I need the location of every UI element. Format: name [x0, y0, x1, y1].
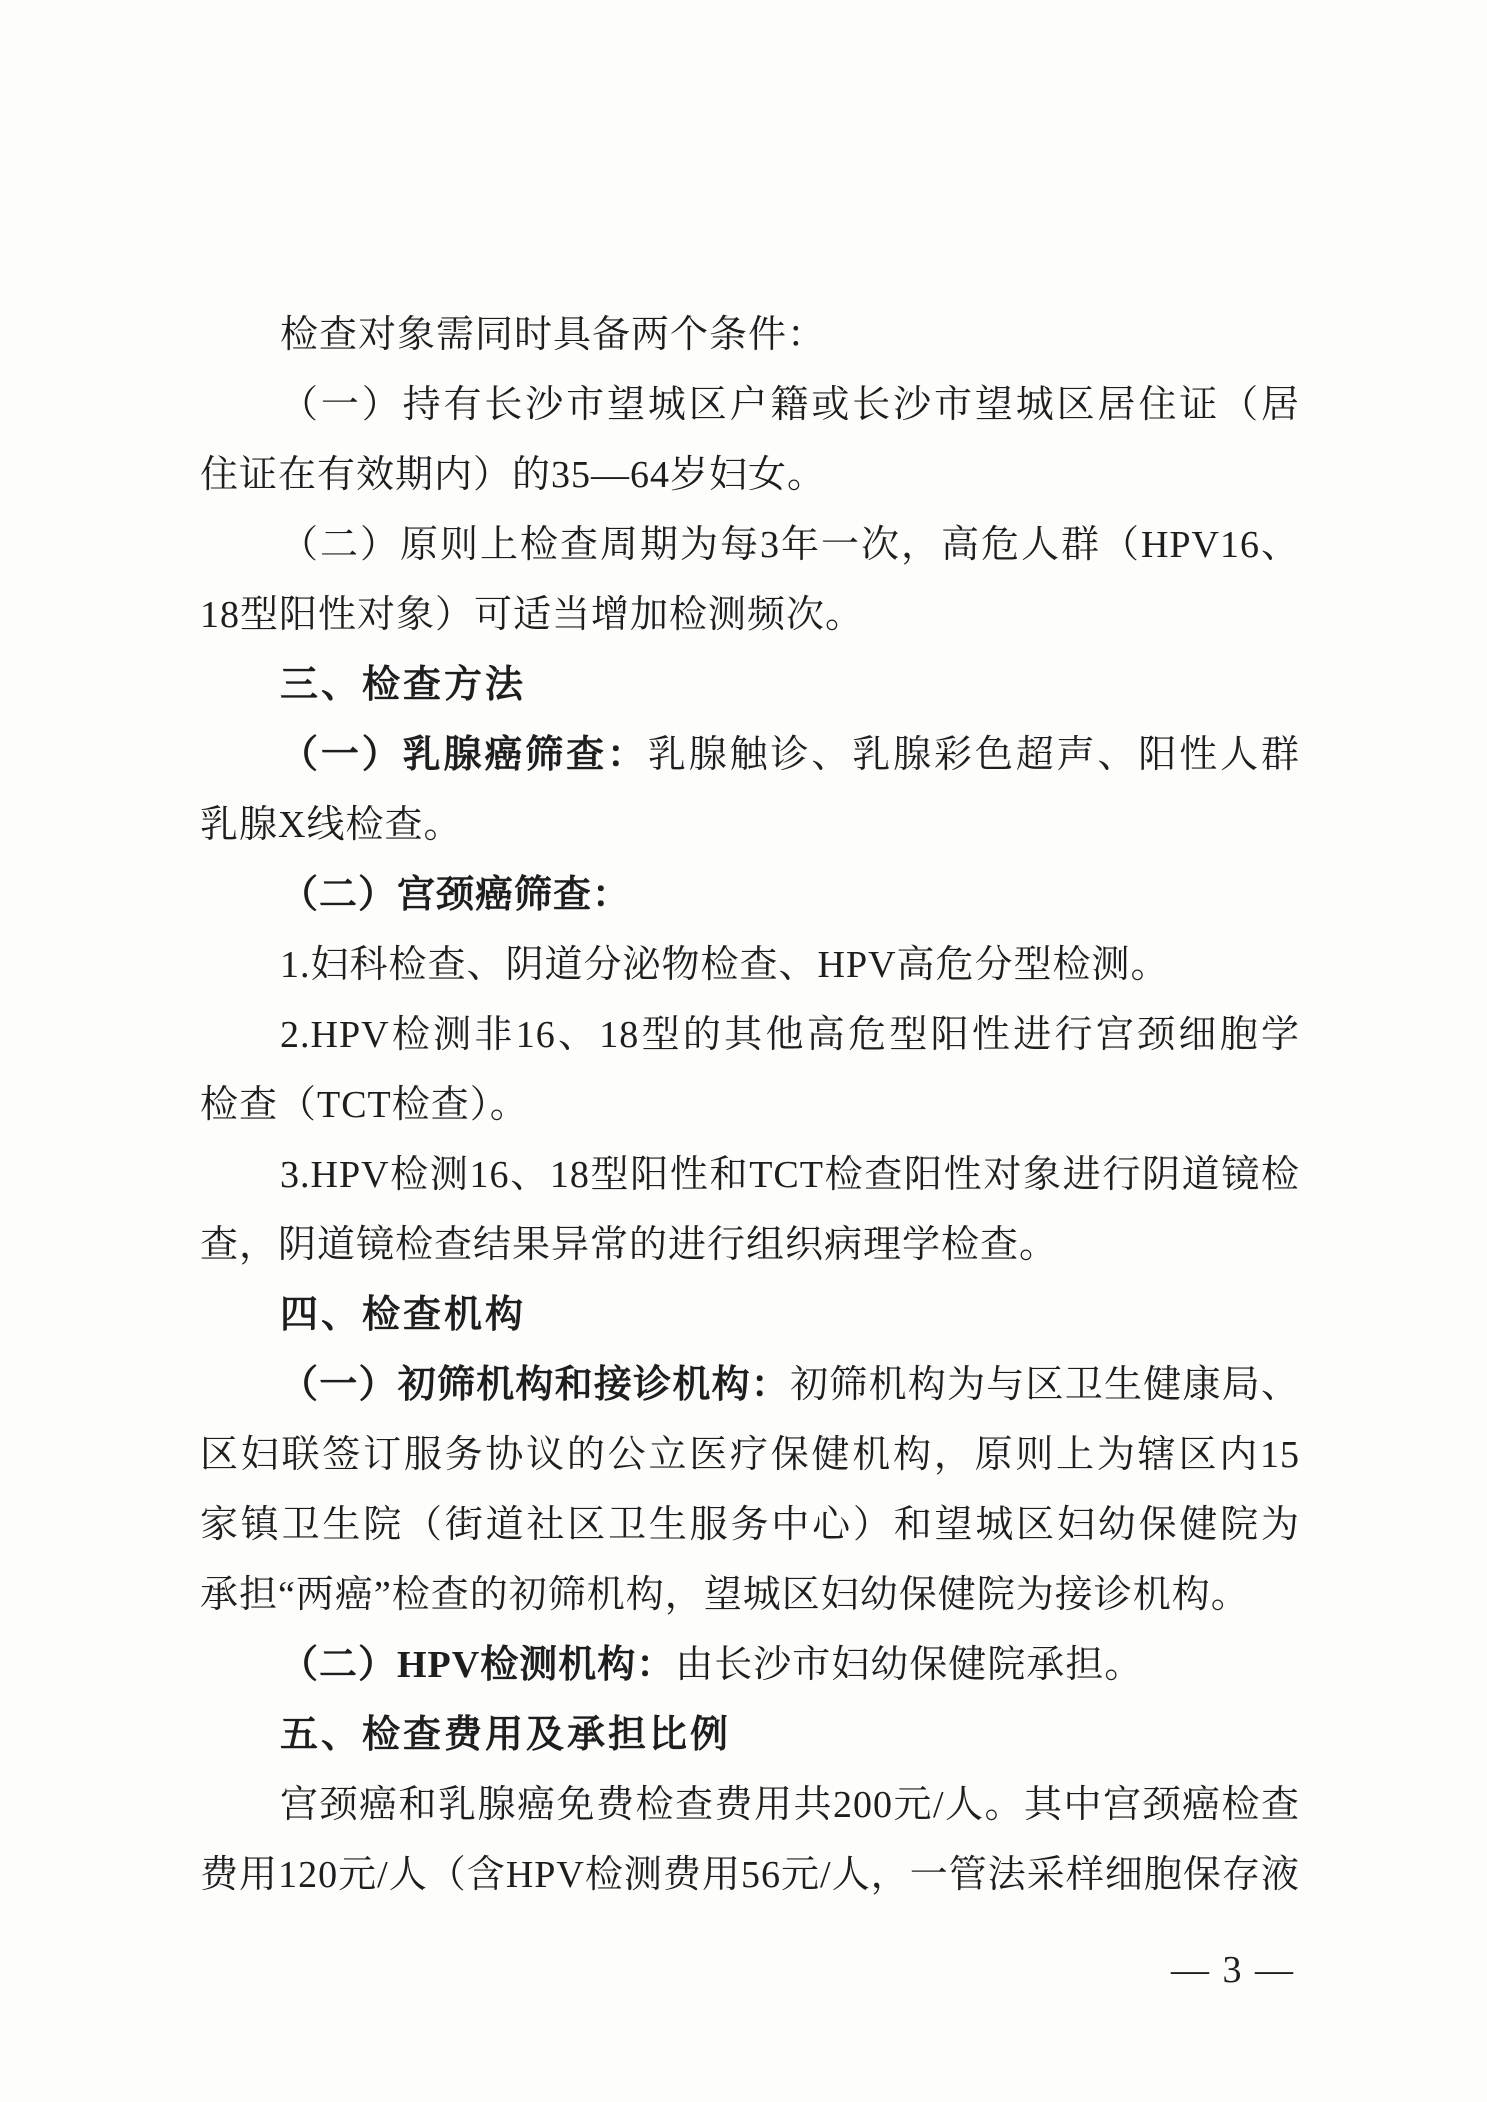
body-text: 检查对象需同时具备两个条件： [280, 314, 827, 356]
body-text: 由长沙市妇幼保健院承担。 [675, 1644, 1144, 1686]
body-line [200, 300, 1300, 370]
bold-lead-text: （一）初筛机构和接诊机构： [280, 1364, 791, 1406]
body-text: 乳腺触诊、乳腺彩色超声、阳性人群 [647, 734, 1300, 776]
body-text: 查，阴道镜检查结果异常的进行组织病理学检查。 [200, 1224, 1059, 1266]
body-line [200, 790, 1300, 860]
body-line [200, 1070, 1300, 1140]
body-line [200, 720, 1300, 790]
body-text: 承担“两癌”检查的初筛机构，望城区妇幼保健院为接诊机构。 [200, 1574, 1250, 1616]
body-line [200, 1000, 1300, 1070]
body-text: （二）原则上检查周期为每3年一次，高危人群（HPV16、 [280, 524, 1300, 566]
sub-heading-line [200, 860, 1300, 930]
body-text: 住证在有效期内）的35—64岁妇女。 [200, 454, 827, 496]
bold-lead-text: （一）乳腺癌筛查： [280, 734, 648, 776]
document-text-block [200, 300, 1300, 1910]
body-text: 3.HPV检测16、18型阳性和TCT检查阳性对象进行阴道镜检 [280, 1154, 1300, 1196]
body-line [200, 1210, 1300, 1280]
body-text: 家镇卫生院（街道社区卫生服务中心）和望城区妇幼保健院为 [200, 1504, 1300, 1546]
section-heading [200, 1700, 1300, 1770]
body-line [200, 510, 1300, 580]
page-number: — 3 — [1171, 1949, 1295, 1991]
body-text: 宫颈癌和乳腺癌免费检查费用共200元/人。其中宫颈癌检查 [280, 1784, 1300, 1826]
body-line [200, 440, 1300, 510]
section-heading [200, 650, 1300, 720]
body-line [200, 370, 1300, 440]
section-heading [200, 1280, 1300, 1350]
body-line [200, 1420, 1300, 1490]
body-text: 1.妇科检查、阴道分泌物检查、HPV高危分型检测。 [280, 944, 1170, 986]
bold-lead-text: （二）宫颈癌筛查： [280, 874, 632, 916]
section-heading-text: 五、检查费用及承担比例 [280, 1714, 732, 1756]
body-text: 2.HPV检测非16、18型的其他高危型阳性进行宫颈细胞学 [280, 1014, 1300, 1056]
body-text: 18型阳性对象）可适当增加检测频次。 [200, 594, 865, 636]
body-line [200, 1770, 1300, 1840]
body-text: 费用120元/人（含HPV检测费用56元/人，一管法采样细胞保存液 [200, 1854, 1300, 1896]
body-line [200, 1630, 1300, 1700]
body-text: （一）持有长沙市望城区户籍或长沙市望城区居住证（居 [280, 384, 1300, 426]
body-line [200, 1840, 1300, 1910]
body-line [200, 1560, 1300, 1630]
body-text: 初筛机构为与区卫生健康局、 [790, 1364, 1300, 1406]
body-line [200, 1490, 1300, 1560]
body-text: 乳腺X线检查。 [200, 804, 463, 846]
section-heading-text: 三、检查方法 [280, 664, 527, 706]
body-text: 检查（TCT检查）。 [200, 1084, 529, 1126]
bold-lead-text: （二）HPV检测机构： [280, 1644, 676, 1686]
body-line [200, 930, 1300, 1000]
body-line [200, 580, 1300, 650]
body-text: 区妇联签订服务协议的公立医疗保健机构，原则上为辖区内15 [200, 1434, 1300, 1476]
section-heading-text: 四、检查机构 [280, 1294, 527, 1336]
body-line [200, 1140, 1300, 1210]
body-line [200, 1350, 1300, 1420]
